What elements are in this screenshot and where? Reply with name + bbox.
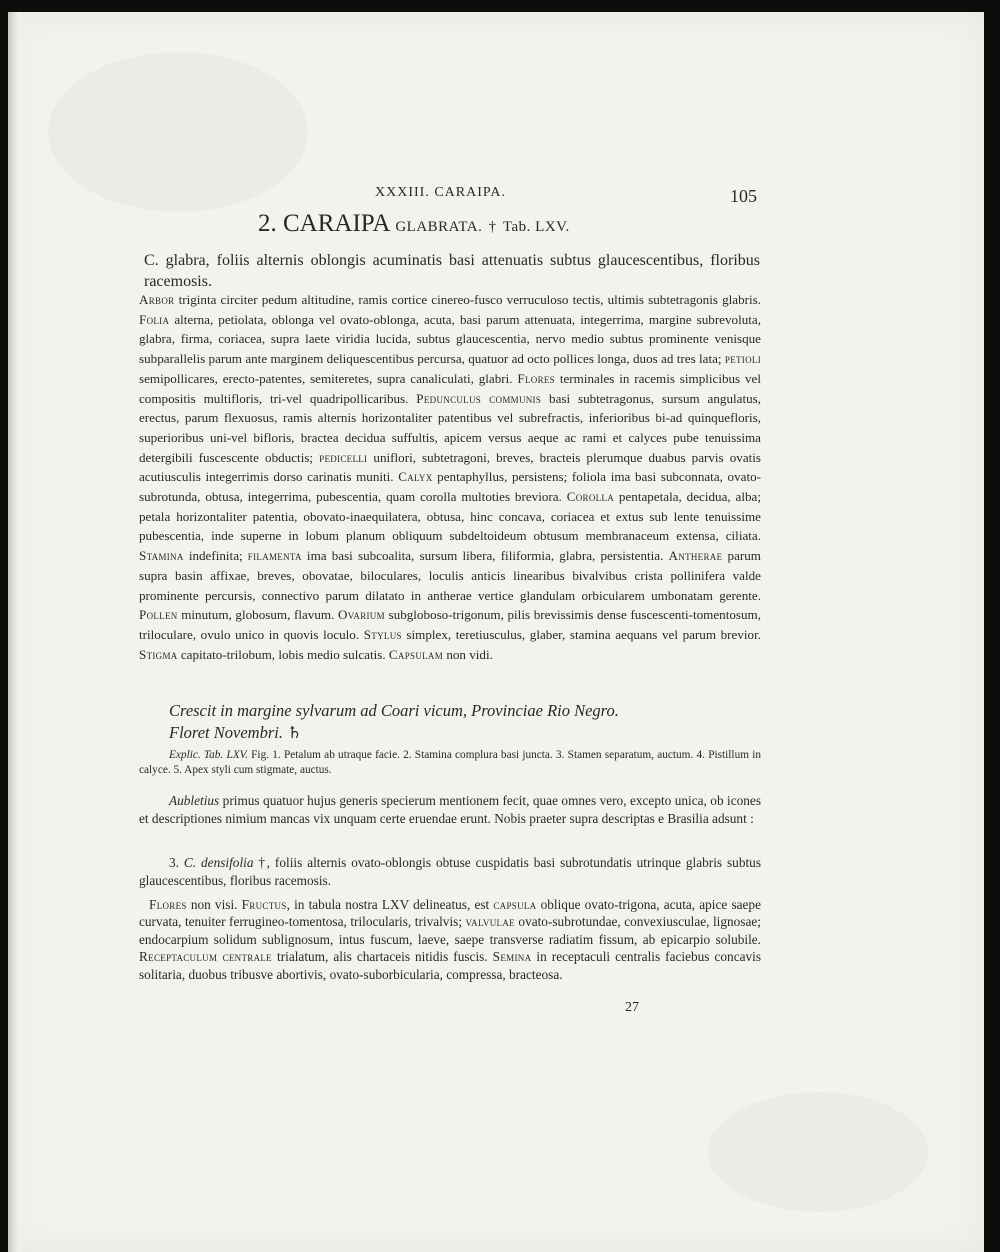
species-mark: † <box>488 219 497 235</box>
species-genus: CARAIPA <box>283 210 390 237</box>
plate-reference: Tab. LXV. <box>502 219 570 235</box>
paper-stain <box>48 52 308 212</box>
page-number: 105 <box>730 186 757 206</box>
page-gutter <box>8 12 22 1252</box>
book-page <box>8 12 984 1252</box>
flowering-line: Floret Novembri. ♄ <box>169 723 302 742</box>
diagnosis: C. glabra, foliis alternis oblongis acuminatis basi attenuatis subtus glaucescentibus, floribus racemosis. <box>144 252 760 290</box>
signature-mark: 27 <box>625 1000 639 1015</box>
species-3-diagnosis: 3. C. densifolia †, foliis alternis ovato-oblongis obtuse cuspidatis basi subrotundatis utrinque glabris subtus glaucescentibus, floribus racemosis. <box>139 855 762 888</box>
species-number: 2. <box>258 210 277 237</box>
paper-stain <box>708 1092 928 1212</box>
description-paragraph: Arbor triginta circiter pedum altitudine, ramis cortice cinereo-fusco verruculoso tectis, ultimis subtetragonis glabris. Folia alterna, petiolata, oblonga vel ovato-oblonga, acuta, basi parum attenuata, integerrima, margine subrevoluta, glabra, firma, coriacea, supra laete viridia lucida, subtus glaucescentia, nervo medio subtus prominente venisque subparallelis parum ante marginem deliquescentibus percursa, quatuor ad octo pollices longa, duos ad tres lata; petioli semipollicares, erecto-patentes, semiteretes, supra canaliculati, glabri. Flores terminales in racemis simplicibus vel compositis multifloris, tri-vel quadripollicaribus. Pedunculus communis basi subtetragonus, sursum angulatus, erectus, parum flexuosus, ramis alternis horizontaliter patentibus vel subrefractis, inferioribus bi-ad quinquefloris, superioribus uni-vel bifloris, bractea decidua suffultis, apicem versus aeque ac rami et calyces pube tenuissima detergibili fuscescente obductis; pedicelli uniflori, subtetragoni, breves, bracteis plerumque duabus parvis ovatis acutiusculis integerrimis dorso carinatis muniti. Calyx pentaphyllus, persistens; foliola ima basi subconnata, ovato-subrotunda, obtusa, integerrima, pubescentia, quam corolla multoties breviora. Corolla pentapetala, decidua, alba; petala horizontaliter patentia, obovato-inaequilatera, obtusa, hinc concava, coriacea et extus sub lente tenuissime pubescentia, inde superne in lobum planum obliquum subdeltoideum obtusum membranaceum extensa, ciliata. Stamina indefinita; filamenta ima basi subcoalita, sursum libera, filiformia, glabra, persistentia. Antherae parum supra basin affixae, breves, obovatae, biloculares, loculis anticis linearibus bivalvibus crista pollinifera valde prominente percursis, connectivo parum dilatato in antherae vertice glandulam orbicularem umbonatam gerente. Pollen minutum, globosum, flavum. Ovarium subgloboso-trigonum, pilis brevissimis dense fuscescenti-tomentosum, triloculare, ovulo unico in quovis loculo. Stylus simplex, teretiusculus, glaber, stamina aequans vel parum brevior. Stigma capitato-trilobum, lobis medio sulcatis. Capsulam non vidi. <box>139 292 762 662</box>
locality-line: Crescit in margine sylvarum ad Coari vicum, Provinciae Rio Negro. <box>169 701 619 720</box>
perennial-symbol: ♄ <box>287 723 302 742</box>
plate-explanation: Explic. Tab. LXV. Fig. 1. Petalum ab utraque facie. 2. Stamina complura basi juncta. 3. Stamen separatum, auctum. 4. Pistillum in calyce. 5. Apex styli cum stigmate, auctus. <box>139 749 762 776</box>
running-head: XXXIII. CARAIPA. <box>375 185 506 200</box>
species-3-description: Flores non visi. Fructus, in tabula nostra LXV delineatus, est capsula oblique ovato-trigona, acuta, apice saepe curvata, tenuiter ferrugineo-tomentosa, trilocularis, trivalvis; valvulae ovato-subrotundae, convexiusculae, lignosae; endocarpium solidum sublignosum, intus fuscum, laeve, saepe transverse radiatim fissum, ab epicarpio solubile. Receptaculum centrale trialatum, alis chartaceis nitidis fuscis. Semina in receptaculi centralis faciebus concavis solitaria, duobus tribusve abortivis, ovato-suborbicularia, compressa, bracteosa. <box>139 897 762 982</box>
aubletius-paragraph: Aubletius primus quatuor hujus generis specierum mentionem fecit, quae omnes vero, excepto unica, ob icones et descriptiones nimium mancas vix unquam certe eruendae erunt. Nobis praeter supra descriptas e Brasilia adsunt : <box>139 793 761 826</box>
species-epithet: GLABRATA. <box>395 219 483 235</box>
species-title <box>258 210 570 238</box>
